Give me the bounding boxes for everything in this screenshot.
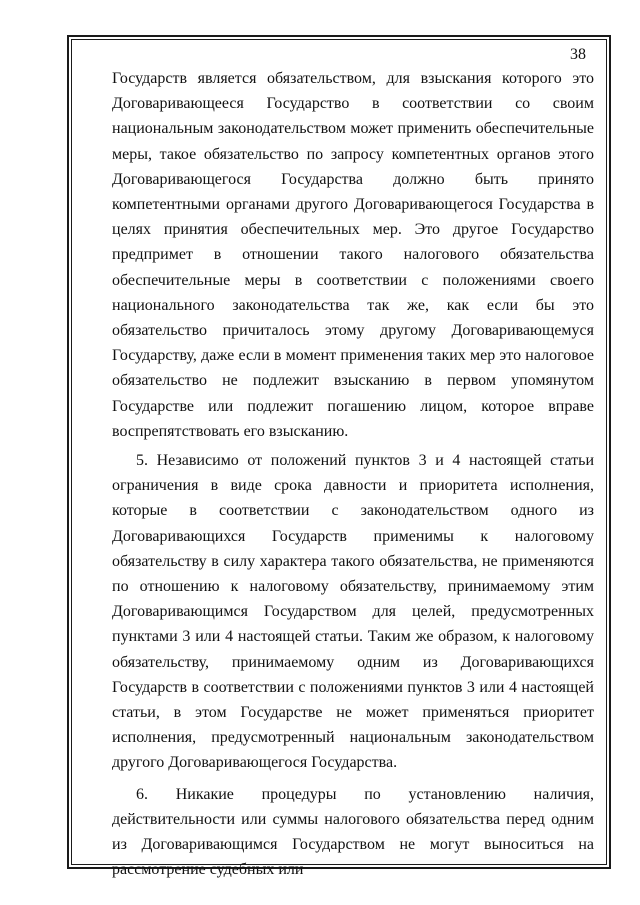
page-number: 38 — [570, 46, 586, 63]
paragraph-continuation: Государств является обязательством, для взыскания которого это Договаривающееся Государство в соответствии со своим национальным законодательством может применить обеспечительные меры, такое обязательство по запросу компетентных органов этого Договаривающегося Государства должно быть принято компетентными органами другого Договаривающегося Государства в целях принятия обеспечительных мер. Это другое Государство предпримет в отношении такого налогового обязательства обеспечительные меры в соответствии с положениями своего национального законодательства так же, как если бы это обязательство причиталось этому другому Договаривающемуся Государству, даже если в момент применения таких мер это налоговое обязательство не подлежит взысканию в первом упомянутом Государстве или подлежит погашению лицом, которое вправе воспрепятствовать его взысканию. — [112, 70, 594, 440]
paragraph-6: 6. Никакие процедуры по установлению наличия, действительности или суммы налогового обязательства перед одним из Договаривающимся Государством не могут выноситься на рассмотрение судебных или — [112, 785, 594, 879]
document-body — [112, 66, 594, 883]
paragraph-5: 5. Независимо от положений пунктов 3 и 4 настоящей статьи ограничения в виде срока давности и приоритета исполнения, которые в соответствии с законодательством одного из Договаривающихся Государств применимы к налоговому обязательству в силу характера такого обязательства, не применяются по отношению к налоговому обязательству, принимаемому этим Договаривающимся Государством для целей, предусмотренных пунктами 3 или 4 настоящей статьи. Таким же образом, к налоговому обязательству, принимаемому одним из Договаривающихся Государств в соответствии с положениями пунктов 3 или 4 настоящей статьи, в этом Государстве не может применяться приоритет исполнения, предусмотренный национальным законодательством другого Договаривающегося Государства. — [112, 452, 594, 772]
